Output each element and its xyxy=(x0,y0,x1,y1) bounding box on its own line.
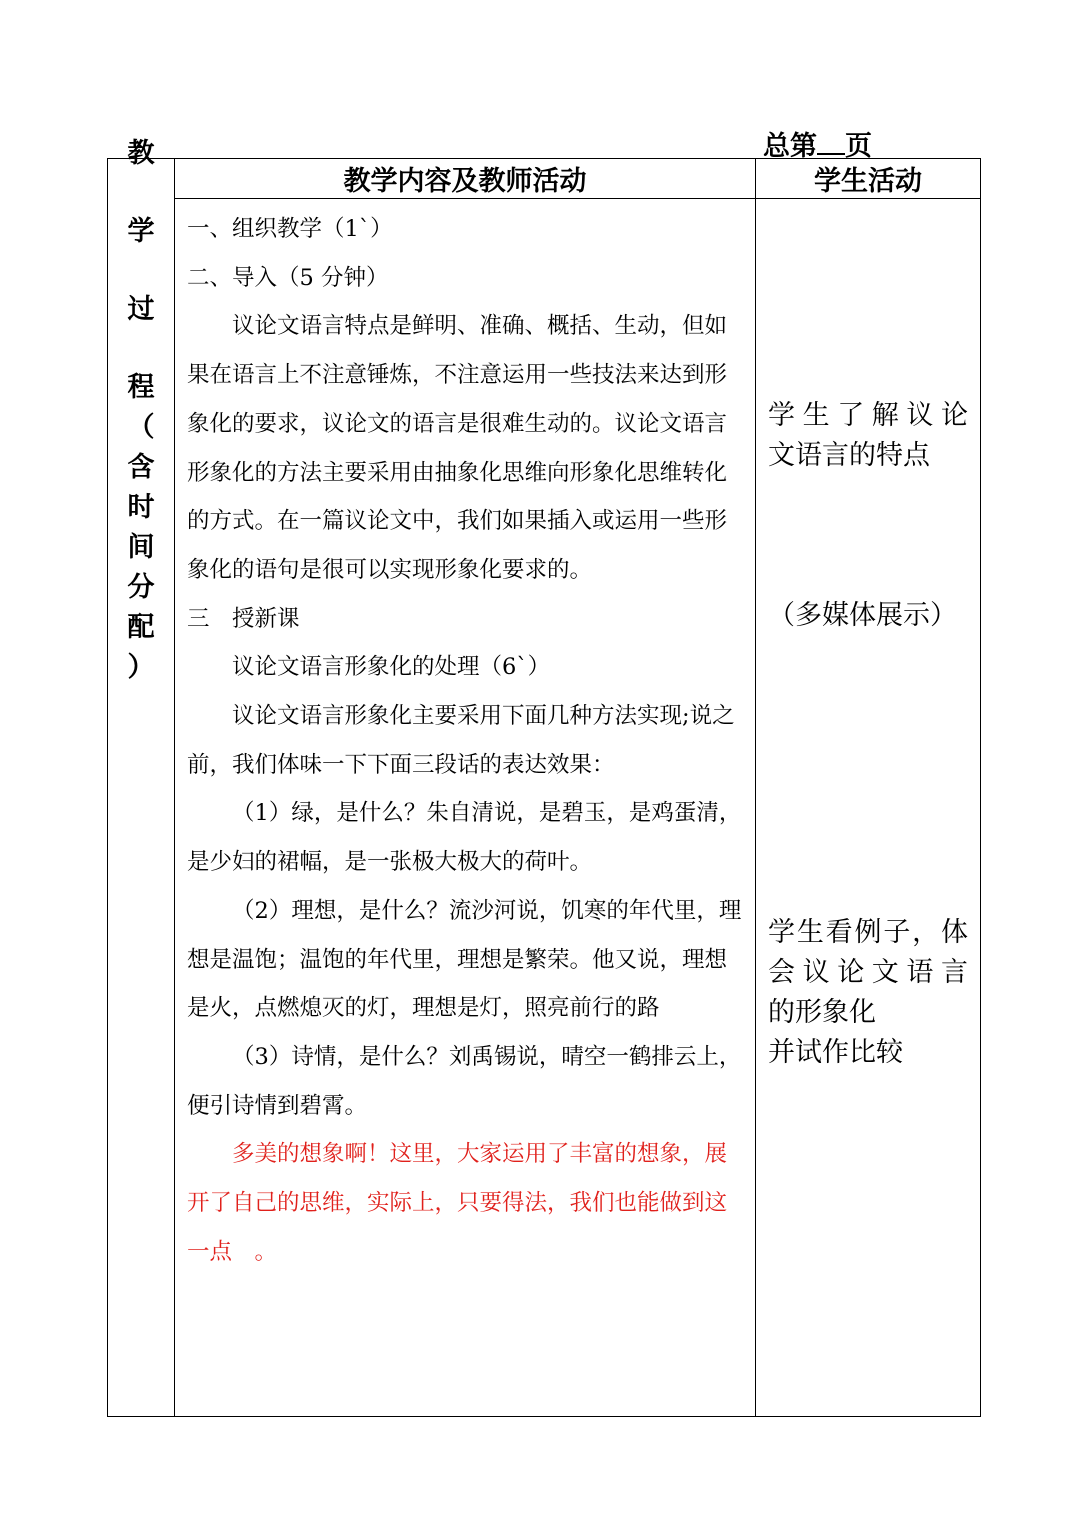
student-activity-1a: 学生了解议论 xyxy=(768,400,968,431)
side-char: ） xyxy=(127,652,155,683)
side-char: 间 xyxy=(127,532,155,563)
example-3: （3）诗情，是什么？刘禹锡说，晴空一鹤排云上，便引诗情到碧霄。 xyxy=(187,1043,742,1119)
teacher-content-cell xyxy=(175,199,756,1417)
student-activity-2: （多媒体展示） xyxy=(768,600,957,631)
side-char: 过 xyxy=(127,294,155,325)
method-paragraph: 议论文语言形象化主要采用下面几种方法实现;说之前，我们体味一下下面三段话的表达效果： xyxy=(187,703,735,778)
student-activity-cell xyxy=(756,199,981,1417)
page-number-prefix: 总第 xyxy=(763,131,817,162)
teacher-content xyxy=(175,199,755,1276)
highlight-paragraph: 多美的想象啊！这里，大家运用了丰富的想象，展开了自己的思维，实际上，只要得法，我们也能做到这一点 。 xyxy=(187,1141,728,1265)
side-char: 分 xyxy=(127,572,155,603)
side-char: 含 xyxy=(127,452,155,483)
section-intro: 二、导入（5 分钟） xyxy=(187,264,389,291)
page-number-suffix: 页 xyxy=(845,131,872,162)
student-activity xyxy=(756,199,980,1416)
page-number-blank xyxy=(817,131,845,155)
student-activity-3d: 并试作比较 xyxy=(768,1037,903,1068)
side-char: 教 xyxy=(127,138,155,169)
section-organize: 一、组织教学（1`） xyxy=(187,216,393,242)
content-column-header: 教学内容及教师活动 xyxy=(175,159,756,199)
side-char: 时 xyxy=(127,492,155,523)
intro-paragraph: 议论文语言特点是鲜明、准确、概括、生动，但如果在语言上不注意锤炼，不注意运用一些技法来达到形象化的要求，议论文的语言是很难生动的。议论文语言形象化的方法主要采用由抽象化思维向形象化思维转化的方式。在一篇议论文中，我们如果插入或运用一些形象化的语句是很可以实现形象化要求的。 xyxy=(187,313,728,583)
side-char: 学 xyxy=(127,216,155,247)
student-activity-1b: 文语言的特点 xyxy=(768,440,930,471)
section-new-lesson: 三 授新课 xyxy=(187,605,300,632)
side-char: 程 xyxy=(127,372,155,403)
side-label-cell xyxy=(108,138,175,1417)
example-2: （2）理想，是什么？流沙河说，饥寒的年代里，理想是温饱；温饱的年代里，理想是繁荣。他又说，理想是火，点燃熄灭的灯，理想是灯，照亮前行的路 xyxy=(187,897,742,1022)
student-activity-3c: 的形象化 xyxy=(768,997,876,1028)
side-label xyxy=(128,134,155,688)
side-char: 配 xyxy=(127,612,155,643)
student-column-header: 学生活动 xyxy=(756,159,981,199)
student-activity-3a: 学生看例子，体 xyxy=(768,917,968,948)
example-1: （1）绿，是什么？朱自清说，是碧玉，是鸡蛋清，是少妇的裙幅，是一张极大极大的荷叶。 xyxy=(187,800,742,876)
side-char: （ xyxy=(127,412,155,443)
student-activity-3b: 会议论文语言 xyxy=(768,957,968,988)
subsection-title: 议论文语言形象化的处理（6`） xyxy=(232,654,551,681)
